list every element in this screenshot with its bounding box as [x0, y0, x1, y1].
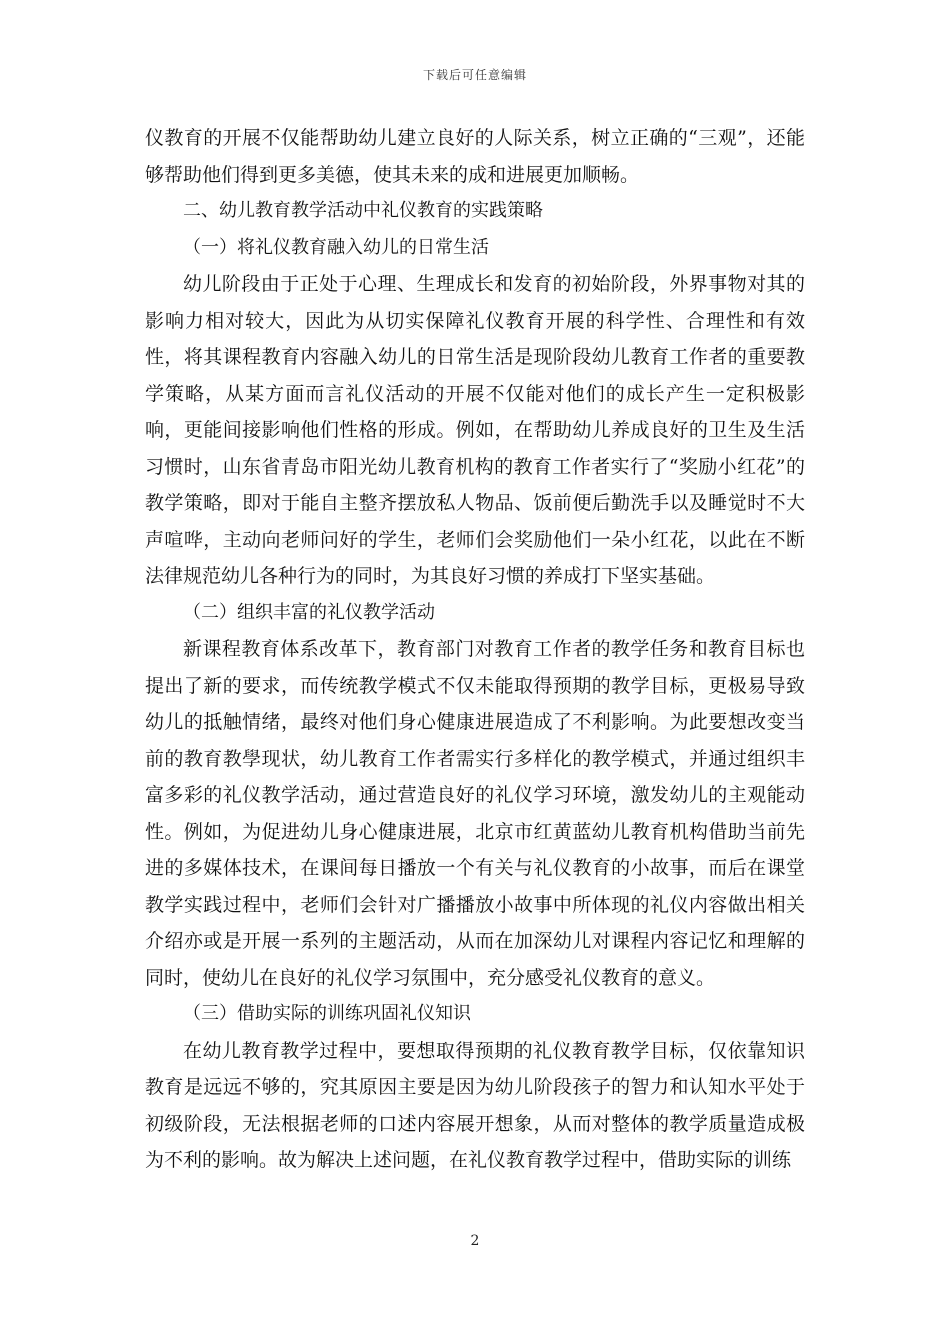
paragraph-3: 在幼儿教育教学过程中，要想取得预期的礼仪教育教学目标，仅依靠知识教育是远远不够的，究其原因主要是因为幼儿阶段孩子的智力和认知水平处于初级阶段，无法根据老师的口述内容展开想象，从而对整体的教学质量造成极为不利的影响。故为解决上述问题，在礼仪教育教学过程中，借助实际的训练: [145, 1039, 805, 1171]
paragraph-1: 幼儿阶段由于正处于心理、生理成长和发育的初始阶段，外界事物对其的影响力相对较大，因此为从切实保障礼仪教育开展的科学性、合理性和有效性，将其课程教育内容融入幼儿的日常生活是现阶段幼儿教育工作者的重要教学策略，从某方面而言礼仪活动的开展不仅能对他们的成长产生一定积极影响，更能间接影响他们性格的形成。例如，在帮助幼儿养成良好的卫生及生活习惯时，山东省青岛市阳光幼儿教育机构的教育工作者实行了“奖励小红花”的教学策略，即对于能自主整齐摆放私人物品、饭前便后勤洗手以及睡觉时不大声喧哗，主动向老师问好的学生，老师们会奖励他们一朵小红花，以此在不断法律规范幼儿各种行为的同时，为其良好习惯的养成打下坚实基础。: [145, 273, 805, 587]
paragraph-continued: 仪教育的开展不仅能帮助幼儿建立良好的人际关系，树立正确的“三观”，还能够帮助他们得到更多美德，使其未来的成和进展更加顺畅。: [145, 127, 805, 186]
page-header: 下载后可任意编辑: [422, 68, 527, 82]
document-body: [145, 120, 805, 1179]
section-heading: 二、幼儿教育教学活动中礼仪教育的实践策略: [183, 200, 543, 221]
paragraph-2: 新课程教育体系改革下，教育部门对教育工作者的教学任务和教育目标也提出了新的要求，而传统教学模式不仅未能取得预期的教学目标，更极易导致幼儿的抵触情绪，最终对他们身心健康进展造成了不利影响。为此要想改变当前的教育教學现状，幼儿教育工作者需实行多样化的教学模式，并通过组织丰富多彩的礼仪教学活动，通过营造良好的礼仪学习环境，激发幼儿的主观能动性。例如，为促进幼儿身心健康进展，北京市红黄蓝幼儿教育机构借助当前先进的多媒体技术，在课间每日播放一个有关与礼仪教育的小故事，而后在课堂教学实践过程中，老师们会针对广播播放小故事中所体现的礼仪内容做出相关介绍亦或是开展一系列的主题活动，从而在加深幼儿对课程内容记忆和理解的同时，使幼儿在良好的礼仪学习氛围中，充分感受礼仪教育的意义。: [145, 638, 805, 989]
subsection-heading-3: （三）借助实际的训练巩固礼仪知识: [183, 1003, 471, 1024]
subsection-heading-2: （二）组织丰富的礼仪教学活动: [183, 601, 435, 623]
subsection-heading-1: （一）将礼仪教育融入幼儿的日常生活: [183, 236, 489, 258]
page-number: 2: [470, 1233, 480, 1249]
